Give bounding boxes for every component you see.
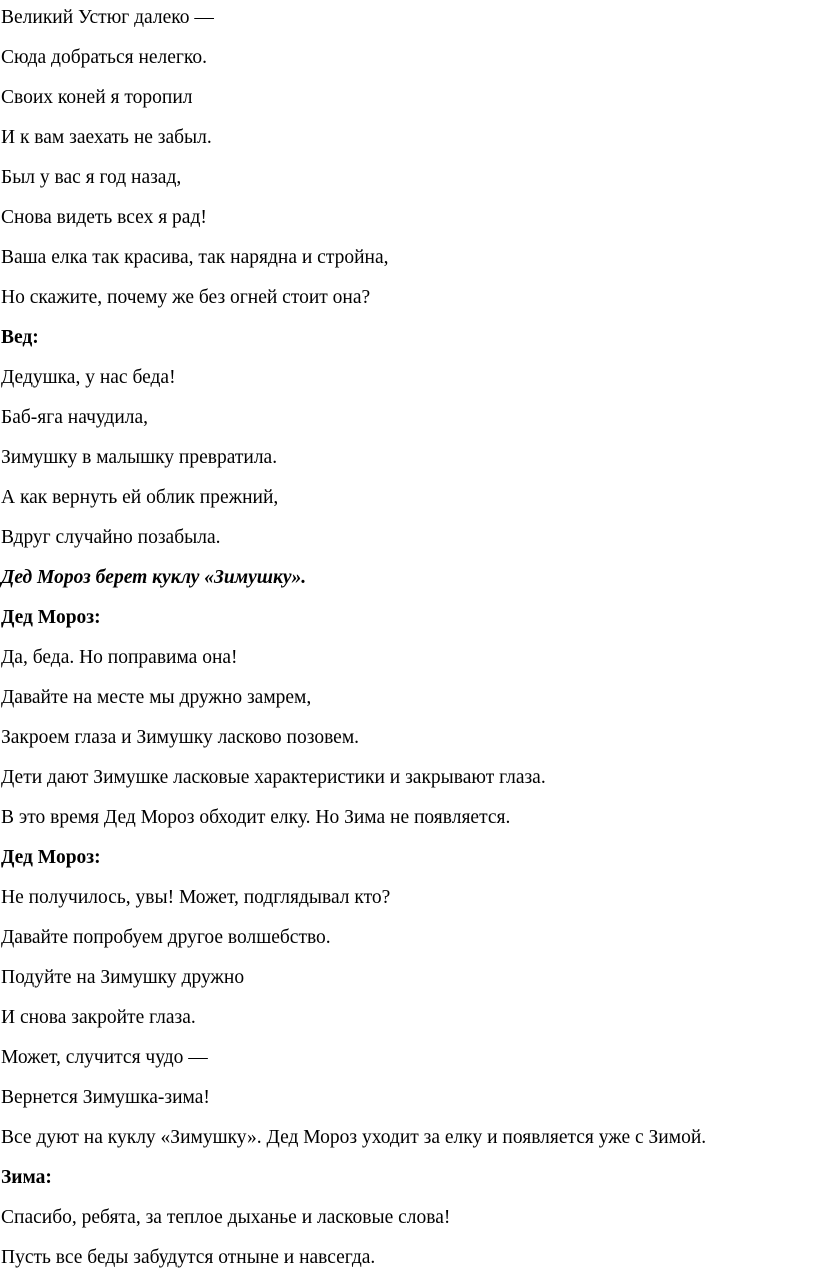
narration-line: В это время Дед Мороз обходит елку. Но Зима не появляется. [1,807,511,828]
speaker-label: Дед Мороз: [1,607,101,628]
verse-line: Великий Устюг далеко — [1,7,214,28]
verse-line: А как вернуть ей облик прежний, [1,487,279,508]
verse-line: Ваша елка так красива, так нарядна и стройна, [1,247,389,268]
verse-line: Зимушку в малышку превратила. [1,447,278,468]
verse-line: Вернется Зимушка-зима! [1,1087,210,1108]
verse-line: Своих коней я торопил [1,87,193,108]
verse-line: Вдруг случайно позабыла. [1,527,221,548]
stage-direction: Дед Мороз берет куклу «Зимушку». [1,567,307,588]
verse-line: Баб-яга начудила, [1,407,149,428]
narration-line: Дети дают Зимушке ласковые характеристики и закрывают глаза. [1,767,546,788]
verse-line: И снова закройте глаза. [1,1007,196,1028]
verse-line: Но скажите, почему же без огней стоит она? [1,287,371,308]
verse-line: Дедушка, у нас беда! [1,367,176,388]
speaker-label: Зима: [1,1167,52,1188]
verse-line: Может, случится чудо — [1,1047,208,1068]
verse-line: Сюда добраться нелегко. [1,47,208,68]
verse-line: Закроем глаза и Зимушку ласково позовем. [1,727,360,748]
verse-line: Пусть все беды забудутся отныне и навсегда. [1,1247,376,1268]
verse-line: Подуйте на Зимушку дружно [1,967,245,988]
verse-line: Спасибо, ребята, за теплое дыханье и ласковые слова! [1,1207,451,1228]
verse-line: И к вам заехать не забыл. [1,127,212,148]
verse-line: Был у вас я год назад, [1,167,182,188]
speaker-label: Дед Мороз: [1,847,101,868]
verse-line: Давайте попробуем другое волшебство. [1,927,331,948]
narration-line: Все дуют на куклу «Зимушку». Дед Мороз уходит за елку и появляется уже с Зимой. [1,1127,707,1148]
verse-line: Да, беда. Но поправима она! [1,647,238,668]
verse-line: Не получилось, увы! Может, подглядывал кто? [1,887,391,908]
verse-line: Снова видеть всех я рад! [1,207,207,228]
speaker-label: Вед: [1,327,39,348]
verse-line: Давайте на месте мы дружно замрем, [1,687,312,708]
